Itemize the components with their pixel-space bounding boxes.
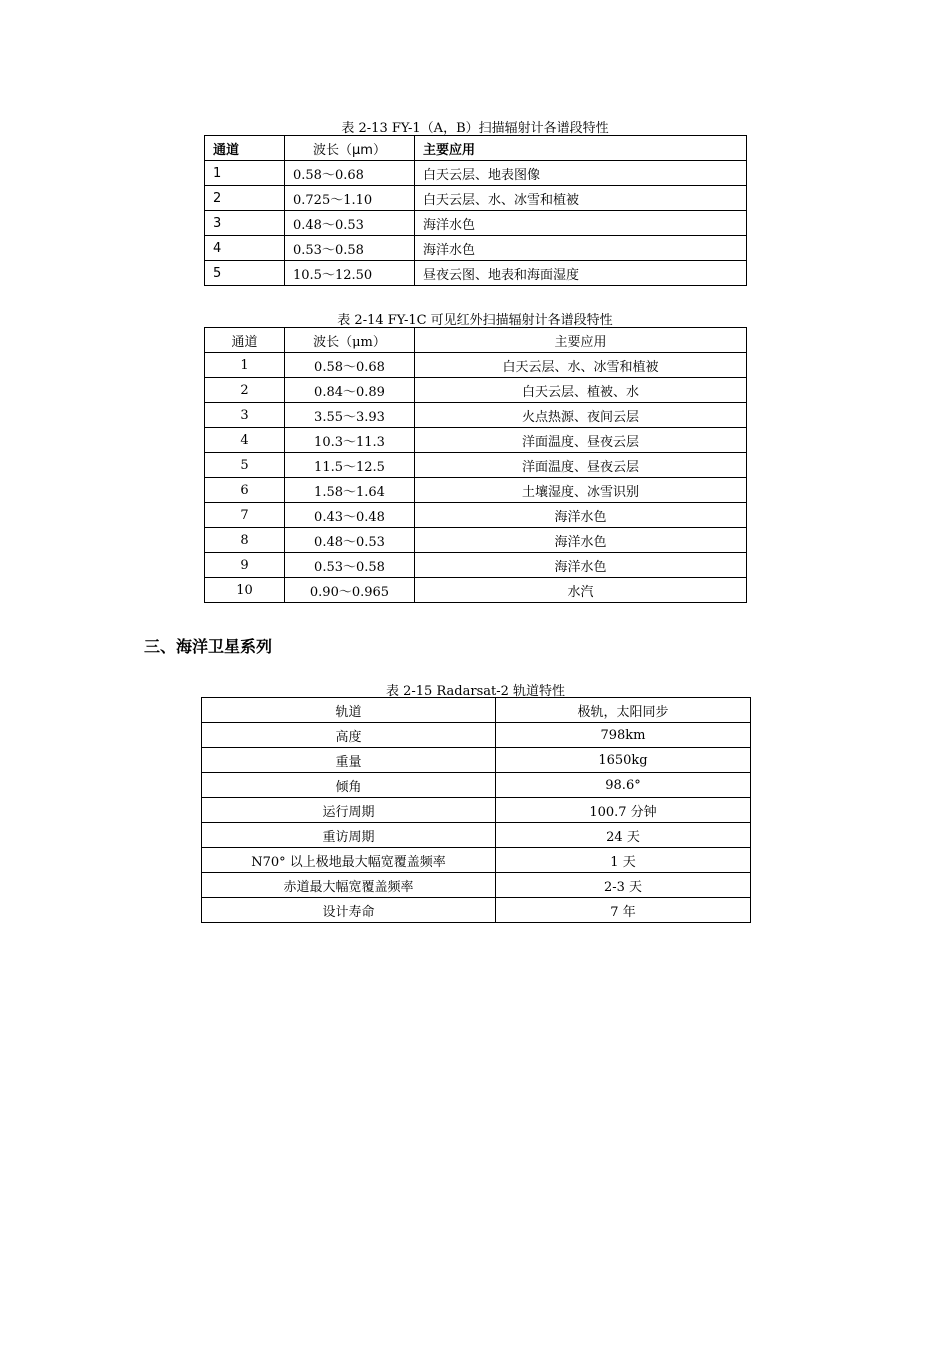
table-cell: 2 (205, 378, 285, 403)
table-2-15 (201, 697, 751, 923)
table-cell: 海洋水色 (415, 553, 747, 578)
table-cell: 0.53～0.58 (285, 553, 415, 578)
table-cell: 1 (205, 161, 285, 186)
table-cell: 1.58～1.64 (285, 478, 415, 503)
table-cell: 洋面温度、昼夜云层 (415, 453, 747, 478)
table-cell: 重量 (202, 748, 496, 773)
table-row (202, 848, 751, 873)
table-cell: N70° 以上极地最大幅宽覆盖频率 (202, 848, 496, 873)
table-cell: 海洋水色 (415, 528, 747, 553)
table-cell: 海洋水色 (415, 211, 747, 236)
table-header-row (205, 136, 747, 161)
table-cell: 3 (205, 211, 285, 236)
section-heading: 三、海洋卫星系列 (144, 637, 273, 656)
table-row (205, 528, 747, 553)
table-cell: 轨道 (202, 698, 496, 723)
table-cell: 火点热源、夜间云层 (415, 403, 747, 428)
table-cell: 0.90～0.965 (285, 578, 415, 603)
table-cell: 土壤湿度、冰雪识别 (415, 478, 747, 503)
table-cell: 白天云层、地表图像 (415, 161, 747, 186)
table-cell: 5 (205, 261, 285, 286)
table-cell: 0.58～0.68 (285, 353, 415, 378)
header-cell: 波长（μm） (285, 136, 415, 161)
table-cell: 0.725～1.10 (285, 186, 415, 211)
table-row (202, 723, 751, 748)
table-cell: 0.84～0.89 (285, 378, 415, 403)
table-row (202, 698, 751, 723)
table-2-15-caption: 表 2-15 Radarsat-2 轨道特性 (385, 684, 566, 699)
table-cell: 1650kg (496, 748, 751, 773)
table-row (202, 798, 751, 823)
table-cell: 重访周期 (202, 823, 496, 848)
table-2-13 (204, 135, 747, 286)
table-cell: 0.53～0.58 (285, 236, 415, 261)
table-cell: 8 (205, 528, 285, 553)
table-cell: 白天云层、水、冰雪和植被 (415, 353, 747, 378)
header-cell: 主要应用 (415, 328, 747, 353)
header-cell: 波长（μm） (285, 328, 415, 353)
table-cell: 倾角 (202, 773, 496, 798)
table-2-13-caption: 表 2-13 FY-1（A，B）扫描辐射计各谱段特性 (341, 121, 609, 136)
table-cell: 10 (205, 578, 285, 603)
table-cell: 3 (205, 403, 285, 428)
header-cell: 主要应用 (415, 136, 747, 161)
table-row (205, 578, 747, 603)
table-cell: 水汽 (415, 578, 747, 603)
table-row (205, 186, 747, 211)
table-row (205, 503, 747, 528)
table-cell: 11.5～12.5 (285, 453, 415, 478)
table-cell: 5 (205, 453, 285, 478)
table-cell: 昼夜云图、地表和海面湿度 (415, 261, 747, 286)
table-cell: 0.58～0.68 (285, 161, 415, 186)
table-cell: 洋面温度、昼夜云层 (415, 428, 747, 453)
table-cell: 24 天 (496, 823, 751, 848)
table-cell: 100.7 分钟 (496, 798, 751, 823)
table-cell: 1 天 (496, 848, 751, 873)
table-cell: 2-3 天 (496, 873, 751, 898)
table-2-14-caption: 表 2-14 FY-1C 可见红外扫描辐射计各谱段特性 (337, 313, 613, 328)
table-cell: 0.48～0.53 (285, 528, 415, 553)
table-row (205, 453, 747, 478)
table-cell: 白天云层、植被、水 (415, 378, 747, 403)
table-row (205, 378, 747, 403)
table-cell: 极轨，太阳同步 (496, 698, 751, 723)
table-cell: 0.48～0.53 (285, 211, 415, 236)
table-row (205, 428, 747, 453)
table-cell: 10.5～12.50 (285, 261, 415, 286)
table-cell: 3.55～3.93 (285, 403, 415, 428)
table-row (205, 211, 747, 236)
table-cell: 4 (205, 428, 285, 453)
table-cell: 7 年 (496, 898, 751, 923)
table-cell: 10.3～11.3 (285, 428, 415, 453)
table-cell: 设计寿命 (202, 898, 496, 923)
table-cell: 4 (205, 236, 285, 261)
table-row (202, 898, 751, 923)
table-cell: 海洋水色 (415, 236, 747, 261)
table-cell: 7 (205, 503, 285, 528)
table-row (205, 553, 747, 578)
table-header-row (205, 328, 747, 353)
table-cell: 海洋水色 (415, 503, 747, 528)
table-row (205, 161, 747, 186)
table-row (202, 873, 751, 898)
table-cell: 运行周期 (202, 798, 496, 823)
table-cell: 6 (205, 478, 285, 503)
table-row (202, 748, 751, 773)
table-2-14 (204, 327, 747, 603)
header-cell: 通道 (205, 328, 285, 353)
table-row (205, 478, 747, 503)
table-cell: 9 (205, 553, 285, 578)
table-cell: 98.6° (496, 773, 751, 798)
table-cell: 赤道最大幅宽覆盖频率 (202, 873, 496, 898)
table-row (205, 403, 747, 428)
table-row (202, 773, 751, 798)
table-row (205, 261, 747, 286)
table-row (205, 236, 747, 261)
table-cell: 高度 (202, 723, 496, 748)
table-row (202, 823, 751, 848)
table-cell: 0.43～0.48 (285, 503, 415, 528)
table-cell: 2 (205, 186, 285, 211)
table-cell: 白天云层、水、冰雪和植被 (415, 186, 747, 211)
table-cell: 798km (496, 723, 751, 748)
table-row (205, 353, 747, 378)
table-cell: 1 (205, 353, 285, 378)
header-cell: 通道 (205, 136, 285, 161)
